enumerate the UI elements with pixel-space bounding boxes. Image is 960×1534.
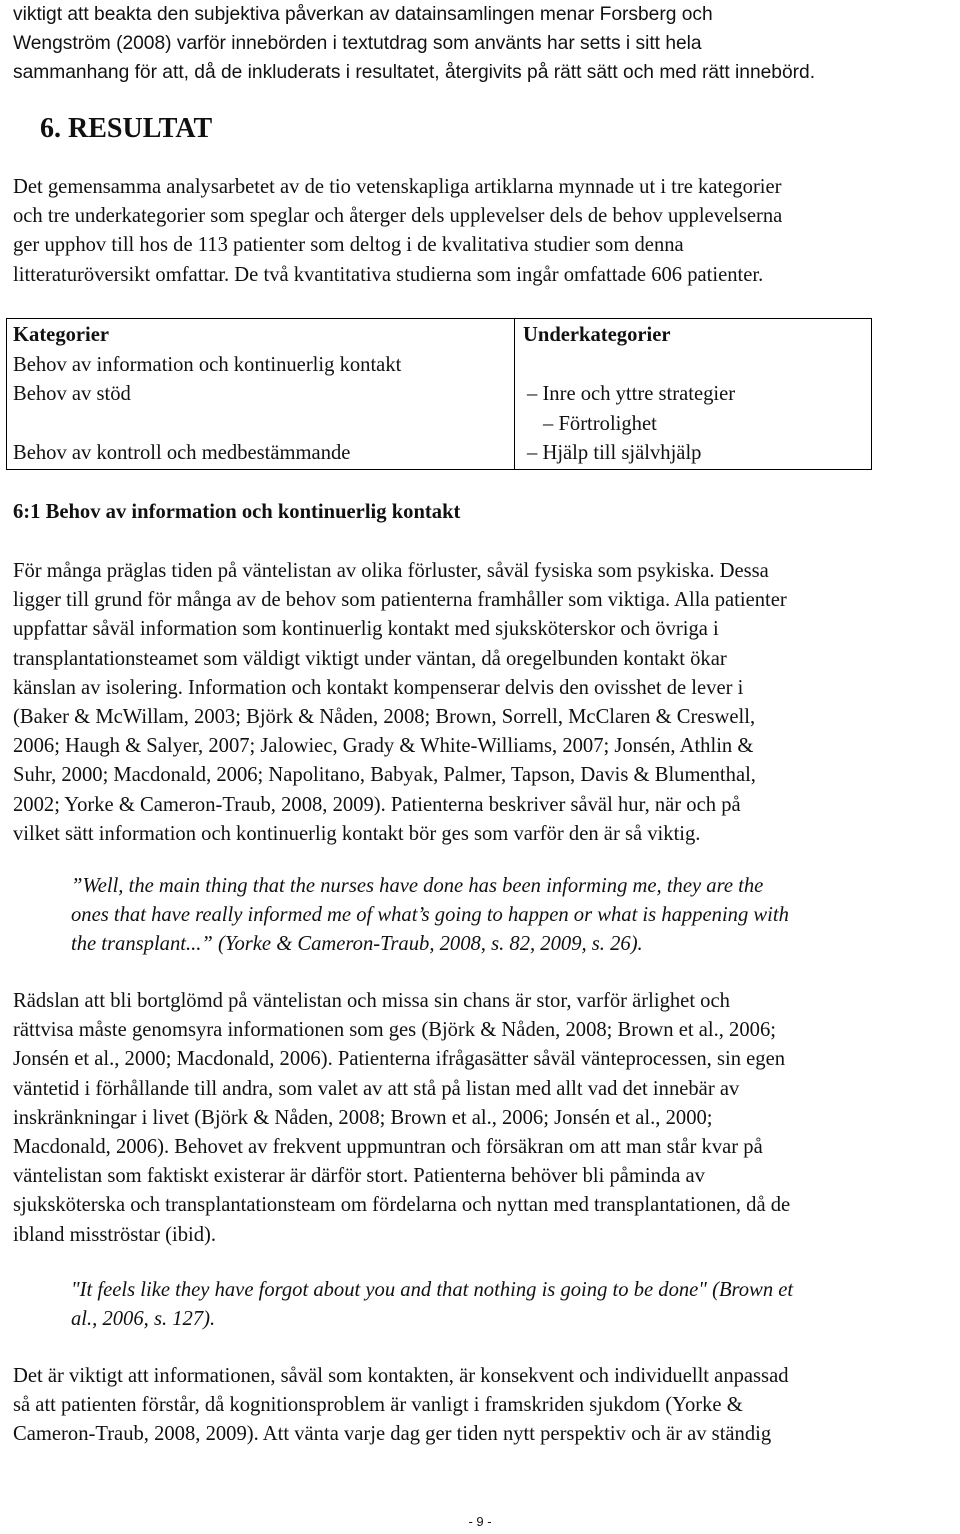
text-line: viktigt att beakta den subjektiva påverkan av datainsamlingen menar Forsberg och — [13, 4, 713, 25]
text-line: litteraturöversikt omfattar. De två kvantitativa studierna som ingår omfattade 606 patienter. — [13, 263, 764, 286]
text-line: (Baker & McWillam, 2003; Björk & Nåden, 2008; Brown, Sorrell, McClaren & Creswell, — [13, 706, 756, 729]
body-paragraph-3 — [13, 1362, 789, 1450]
block-quote-1 — [71, 872, 789, 960]
text-line: Wengström (2008) varför innebörden i textutdrag som använts har setts i sitt hela — [13, 33, 702, 54]
quote-line: "It feels like they have forgot about you and that nothing is going to be done" (Brown et — [71, 1279, 794, 1301]
category-item — [13, 410, 509, 440]
text-line: så att patienten förstår, då kognitionsproblem är vanligt i framskriden sjukdom (Yorke & — [13, 1394, 743, 1417]
subcategory-item: – Hjälp till självhjälp — [523, 439, 866, 469]
page-number: - 9 - — [468, 1514, 492, 1529]
text-line: Rädslan att bli bortglömd på väntelistan och missa sin chans är stor, varför ärlighet och — [13, 990, 730, 1012]
text-line: känslan av isolering. Information och kontakt kompenserar delvis den ovisshet de lever i — [13, 676, 744, 699]
body-paragraph-2 — [13, 987, 790, 1250]
block-quote-2 — [71, 1276, 793, 1334]
text-line: väntelistan som faktiskt existerar är därför stort. Patienterna behöver bli påminda av — [13, 1165, 705, 1188]
categories-header: Kategorier — [13, 324, 110, 346]
text-line: Det är viktigt att informationen, såväl som kontakten, är konsekvent och individuellt anpassad — [13, 1365, 789, 1387]
text-line: vilket sätt information och kontinuerlig kontakt bör ges som varför den är så viktig. — [13, 822, 701, 845]
text-line: Cameron-Traub, 2008, 2009). Att vänta varje dag ger tiden nytt perspektiv och är av ständig — [13, 1423, 772, 1446]
text-line: Suhr, 2000; Macdonald, 2006; Napolitano, Babyak, Palmer, Tapson, Davis & Blumenthal, — [13, 764, 756, 787]
subcategory-item — [523, 351, 866, 381]
text-line: uppfattar såväl information som kontinuerlig kontakt med sjuksköterskor och övriga i — [13, 618, 719, 641]
text-line: ibland misströstar (ibid). — [13, 1223, 217, 1246]
text-line: ligger till grund för många av de behov som patienterna framhåller som viktiga. Alla patienter — [13, 589, 787, 612]
quote-line: the transplant...” (Yorke & Cameron-Traub, 2008, s. 82, 2009, s. 26). — [71, 933, 643, 956]
text-line: Macdonald, 2006). Behovet av frekvent uppmuntran och försäkran om att man står kvar på — [13, 1136, 763, 1159]
subcategory-item: – Inre och yttre strategier — [523, 380, 866, 410]
category-item: Behov av stöd — [13, 383, 131, 405]
categories-column — [7, 319, 515, 470]
subcategory-item: – Förtrolighet — [523, 410, 866, 440]
body-paragraph-1 — [13, 557, 787, 849]
section-heading: 6. RESULTAT — [40, 113, 213, 144]
text-line: För många präglas tiden på väntelistan av olika förluster, såväl fysiska som psykiska. Dessa — [13, 560, 769, 582]
category-item: Behov av kontroll och medbestämmande — [13, 442, 351, 464]
subsection-heading: 6:1 Behov av information och kontinuerlig kontakt — [13, 501, 461, 523]
category-item: Behov av information och kontinuerlig kontakt — [13, 353, 402, 376]
text-line: 2006; Haugh & Salyer, 2007; Jalowiec, Grady & White-Williams, 2007; Jonsén, Athlin & — [13, 735, 754, 758]
result-paragraph — [13, 173, 782, 290]
text-line: Jonsén et al., 2000; Macdonald, 2006). Patienterna ifrågasätter såväl vänteprocessen, sin egen — [13, 1048, 786, 1071]
text-line: ger upphov till hos de 113 patienter som deltog i de kvalitativa studier som denna — [13, 234, 684, 257]
text-line: väntetid i förhållande till andra, som valet av att stå på listan med allt vad det innebär av — [13, 1077, 740, 1100]
text-line: rättvisa måste genomsyra informationen som ges (Björk & Nåden, 2008; Brown et al., 2006; — [13, 1019, 776, 1042]
quote-line: ”Well, the main thing that the nurses have done has been informing me, they are the — [71, 875, 764, 897]
text-line: 2002; Yorke & Cameron-Traub, 2008, 2009). Patienterna beskriver såväl hur, när och på — [13, 793, 741, 816]
quote-line: al., 2006, s. 127). — [71, 1308, 216, 1331]
quote-line: ones that have really informed me of what’s going to happen or what is happening with — [71, 904, 789, 927]
subcategories-column — [515, 319, 872, 470]
text-line: transplantationsteamet som väldigt viktigt under väntan, då oregelbunden kontakt ökar — [13, 647, 727, 670]
intro-paragraph — [13, 0, 815, 87]
text-line: sjuksköterska och transplantationsteam om fördelarna och nyttan med transplantationen, då de — [13, 1194, 791, 1217]
text-line: Det gemensamma analysarbetet av de tio vetenskapliga artiklarna mynnade ut i tre kategorier — [13, 176, 782, 198]
text-line: sammanhang för att, då de inkluderats i resultatet, återgivits på rätt sätt och med rätt innebörd. — [13, 62, 816, 83]
subcategories-header: Underkategorier — [523, 324, 671, 346]
text-line: inskränkningar i livet (Björk & Nåden, 2008; Brown et al., 2006; Jonsén et al., 2000; — [13, 1106, 713, 1129]
text-line: och tre underkategorier som speglar och återger dels upplevelser dels de behov upplevelserna — [13, 205, 783, 228]
category-table — [6, 318, 872, 470]
